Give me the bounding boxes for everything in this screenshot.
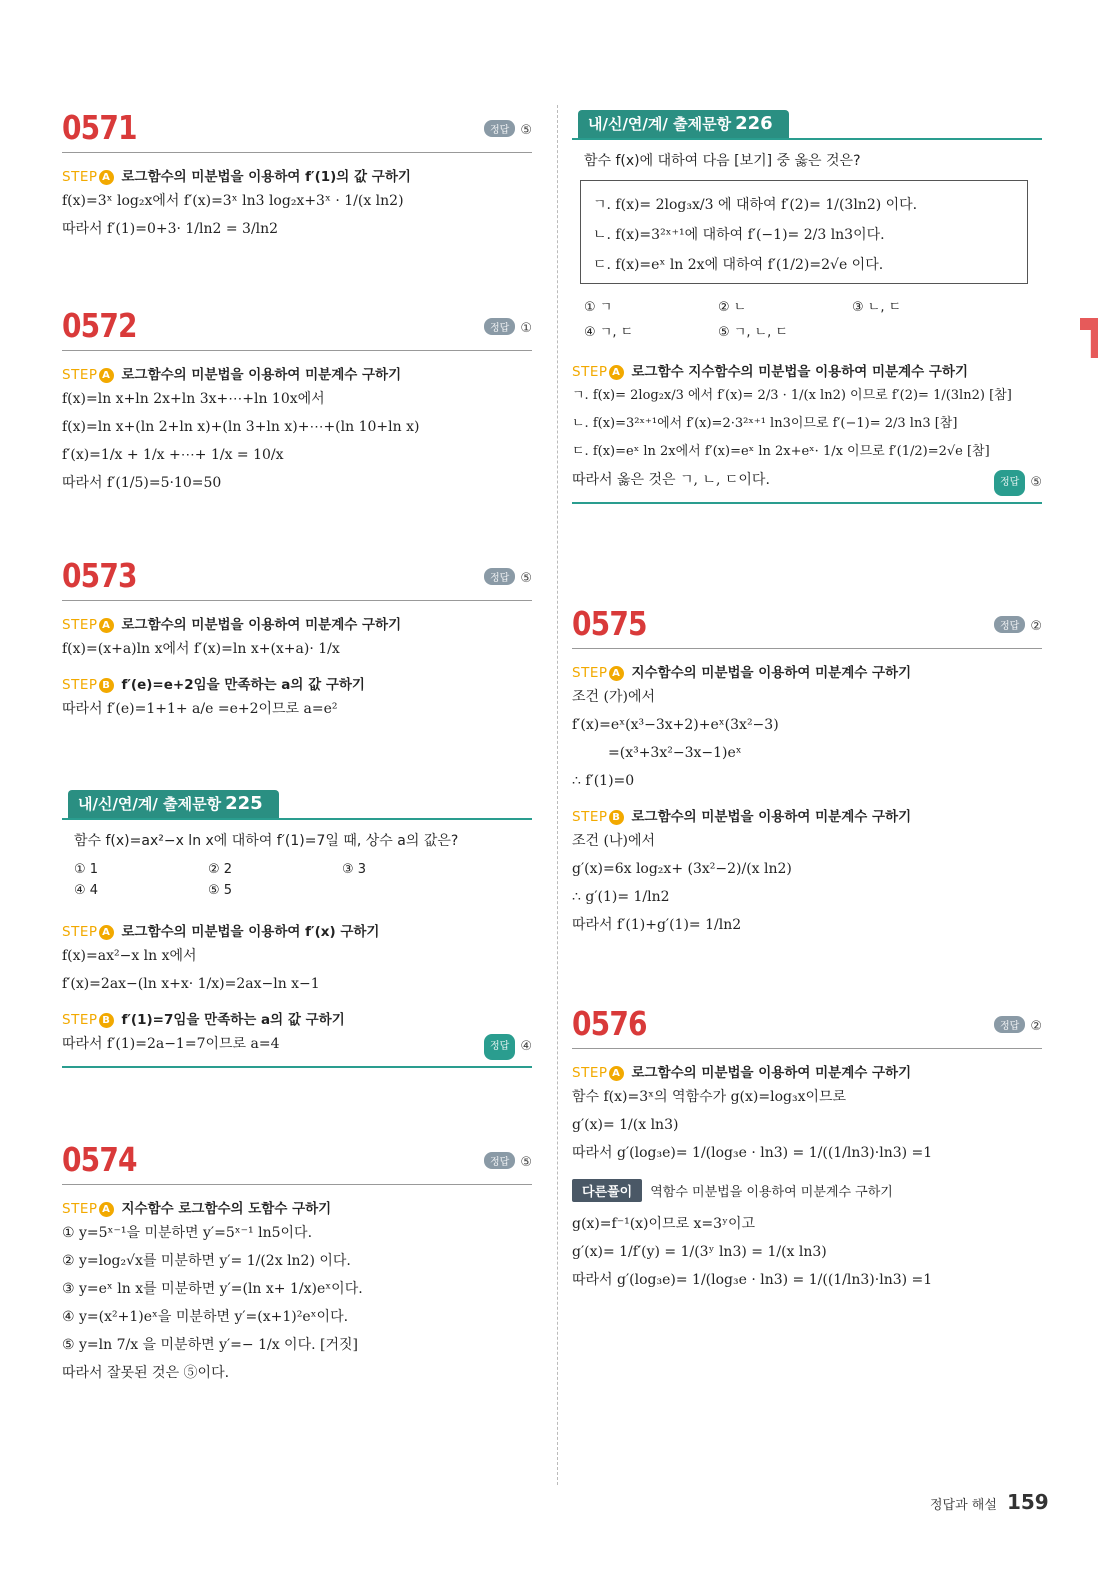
page-number: 159 [1006, 1490, 1049, 1514]
answer: 정답 ④ [484, 1034, 532, 1060]
linked-problem-tag: 내/신/연/계/ 출제문항 226 [578, 110, 789, 138]
solution-line: ∴ f′(1)=0 [572, 773, 635, 789]
answer: 정답 ⑤ [484, 568, 532, 586]
solution-line: g(x)=f⁻¹(x)이므로 x=3ʸ이고 [572, 1216, 756, 1232]
solution-line: ① y=5ˣ⁻¹을 미분하면 y′=5ˣ⁻¹ ln5이다. [62, 1225, 313, 1241]
view-box [580, 180, 1028, 284]
problem-0572 [62, 306, 532, 495]
solution-line: f(x)=ln x+ln 2x+ln 3x+⋯+ln 10x에서 [62, 391, 325, 407]
step-heading: STEP A 로그함수 지수함수의 미분법을 이용하여 미분계수 구하기 [572, 364, 968, 380]
divider [572, 502, 1042, 504]
question-text: 함수 f(x)에 대하여 다음 [보기] 중 옳은 것은? [584, 153, 861, 169]
answer: 정답 ② [994, 616, 1042, 634]
choice: ⑤ 5 [208, 883, 233, 898]
solution-line: f′(x)=2ax−(ln x+x· 1/x)=2ax−ln x−1 [62, 976, 320, 992]
solution-line: 따라서 g′(log₃e)= 1/(log₃e · ln3) = 1/((1/ln3)·ln3) =1 [572, 1145, 933, 1161]
solution-line: 따라서 f′(e)=1+1+ a/e =e+2이므로 a=e² [62, 701, 338, 717]
solution-line: f(x)=3ˣ log₂x에서 f′(x)=3ˣ ln3 log₂x+3ˣ · 1/(x ln2) [62, 193, 404, 209]
solution-line: ㄱ. f(x)= 2log₂x/3 에서 f′(x)= 2/3 · 1/(x ln2) 이므로 f′(2)= 1/(3ln2) [참] [572, 388, 1012, 403]
solution-line: 조건 (가)에서 [572, 689, 655, 705]
divider [62, 1066, 532, 1068]
alternate-solution-heading: 다른풀이 역함수 미분법을 이용하여 미분계수 구하기 [572, 1179, 1042, 1202]
solution-line: ② y=log₂√x를 미분하면 y′= 1/(2x ln2) 이다. [62, 1253, 351, 1269]
solution-line: 따라서 g′(log₃e)= 1/(log₃e · ln3) = 1/((1/ln3)·ln3) =1 [572, 1272, 933, 1288]
solution-line: ㄷ. f(x)=eˣ ln 2x에서 f′(x)=eˣ ln 2x+eˣ· 1/x 이므로 f′(1/2)=2√e [참] [572, 444, 990, 459]
linked-problem-tag: 내/신/연/계/ 출제문항 225 [68, 790, 279, 818]
solution-line: ㄴ. f(x)=3²ˣ⁺¹에서 f′(x)=2·3²ˣ⁺¹ ln3이므로 f′(−1)= 2/3 ln3 [참] [572, 416, 958, 431]
solution-line: ③ y=eˣ ln x를 미분하면 y′=(ln x+ 1/x)eˣ이다. [62, 1281, 363, 1297]
question-text: 함수 f(x)=ax²−x ln x에 대하여 f′(1)=7일 때, 상수 a의 값은? [74, 833, 459, 849]
answer: 정답 ⑤ [994, 470, 1042, 496]
solution-line: 조건 (나)에서 [572, 833, 655, 849]
solution-line: g′(x)=6x log₂x+ (3x²−2)/(x ln2) [572, 861, 792, 877]
choice: ③ 3 [342, 862, 367, 877]
solution-line: ∴ g′(1)= 1/ln2 [572, 889, 670, 905]
solution-line: ④ y=(x²+1)eˣ을 미분하면 y′=(x+1)²eˣ이다. [62, 1309, 349, 1325]
choices [584, 296, 1042, 340]
problem-number: 0571 [62, 108, 137, 147]
solution-line: 함수 f(x)=3ˣ의 역함수가 g(x)=log₃x이므로 [572, 1089, 847, 1105]
chapter-tab-marker [1080, 318, 1098, 358]
choice: ② ㄴ [718, 300, 747, 315]
choice: ④ ㄱ, ㄷ [584, 325, 634, 340]
step-heading: STEP A 로그함수의 미분법을 이용하여 미분계수 구하기 [572, 1065, 912, 1081]
answer: 정답 ① [484, 318, 532, 336]
solution-line: g′(x)= 1/f′(y) = 1/(3ʸ ln3) = 1/(x ln3) [572, 1244, 827, 1260]
problem-0574 [62, 1140, 532, 1385]
solution-line: =(x³+3x²−3x−1)eˣ [608, 745, 742, 761]
column-divider [557, 105, 558, 1485]
answer: 정답 ⑤ [484, 1152, 532, 1170]
solution-line: f′(x)=eˣ(x³−3x+2)+eˣ(3x²−3) [572, 717, 779, 733]
problem-number: 0575 [572, 604, 647, 643]
step-heading: STEP B 로그함수의 미분법을 이용하여 미분계수 구하기 [572, 809, 912, 825]
solution-line: g′(x)= 1/(x ln3) [572, 1117, 679, 1133]
solution-line: f(x)=ax²−x ln x에서 [62, 948, 197, 964]
linked-problem-225 [62, 790, 532, 1068]
view-item: ㄴ. f(x)=3²ˣ⁺¹에 대하여 f′(−1)= 2/3 ln3이다. [593, 227, 885, 243]
choice: ⑤ ㄱ, ㄴ, ㄷ [718, 325, 788, 340]
step-heading: STEP A 로그함수의 미분법을 이용하여 미분계수 구하기 [62, 367, 402, 383]
choice: ① ㄱ [584, 300, 613, 315]
step-heading: STEP A 로그함수의 미분법을 이용하여 f′(1)의 값 구하기 [62, 169, 411, 185]
footer-text: 정답과 해설 [930, 1498, 997, 1513]
choice: ① 1 [74, 862, 99, 877]
problem-0571 [62, 108, 532, 241]
step-heading: STEP B f′(1)=7임을 만족하는 a의 값 구하기 [62, 1012, 345, 1028]
view-item: ㄷ. f(x)=eˣ ln 2x에 대하여 f′(1/2)=2√e 이다. [593, 257, 884, 273]
solution-line: 따라서 f′(1/5)=5·10=50 [62, 475, 222, 491]
step-heading: STEP A 로그함수의 미분법을 이용하여 미분계수 구하기 [62, 617, 402, 633]
linked-problem-226 [572, 110, 1042, 504]
step-heading: STEP A 지수함수의 미분법을 이용하여 미분계수 구하기 [572, 665, 912, 681]
answer: 정답 ⑤ [484, 120, 532, 138]
step-heading: STEP A 로그함수의 미분법을 이용하여 f′(x) 구하기 [62, 924, 380, 940]
choice: ④ 4 [74, 883, 99, 898]
step-heading: STEP B f′(e)=e+2임을 만족하는 a의 값 구하기 [62, 677, 365, 693]
problem-number: 0576 [572, 1004, 647, 1043]
answer: 정답 ② [994, 1016, 1042, 1034]
solution-line: 따라서 f′(1)+g′(1)= 1/ln2 [572, 917, 742, 933]
problem-number: 0572 [62, 306, 137, 345]
problem-0573 [62, 556, 532, 721]
problem-number: 0573 [62, 556, 137, 595]
choice: ② 2 [208, 862, 233, 877]
solution-line: f′(x)=1/x + 1/x +⋯+ 1/x = 10/x [62, 447, 284, 463]
choice: ③ ㄴ, ㄷ [852, 300, 902, 315]
solution-line: 따라서 f′(1)=2a−1=7이므로 a=4 정답 ④ [62, 1032, 532, 1056]
solution-line: 따라서 옳은 것은 ㄱ, ㄴ, ㄷ이다. 정답 ⑤ [572, 468, 1042, 492]
solution-line: f(x)=(x+a)ln x에서 f′(x)=ln x+(x+a)· 1/x [62, 641, 340, 657]
page-footer [930, 1490, 1049, 1514]
problem-0576 [572, 1004, 1042, 1292]
problem-0575 [572, 604, 1042, 937]
view-item: ㄱ. f(x)= 2log₃x/3 에 대하여 f′(2)= 1/(3ln2) 이다. [593, 197, 918, 213]
step-heading: STEP A 지수함수 로그함수의 도함수 구하기 [62, 1201, 332, 1217]
choices [74, 862, 532, 898]
problem-number: 0574 [62, 1140, 137, 1179]
solution-line: f(x)=ln x+(ln 2+ln x)+(ln 3+ln x)+⋯+(ln 10+ln x) [62, 419, 420, 435]
solution-line: 따라서 f′(1)=0+3· 1/ln2 = 3/ln2 [62, 221, 279, 237]
solution-line: ⑤ y=ln 7/x 을 미분하면 y′=− 1/x 이다. [거짓] [62, 1337, 358, 1353]
solution-line: 따라서 잘못된 것은 ⑤이다. [62, 1365, 230, 1381]
